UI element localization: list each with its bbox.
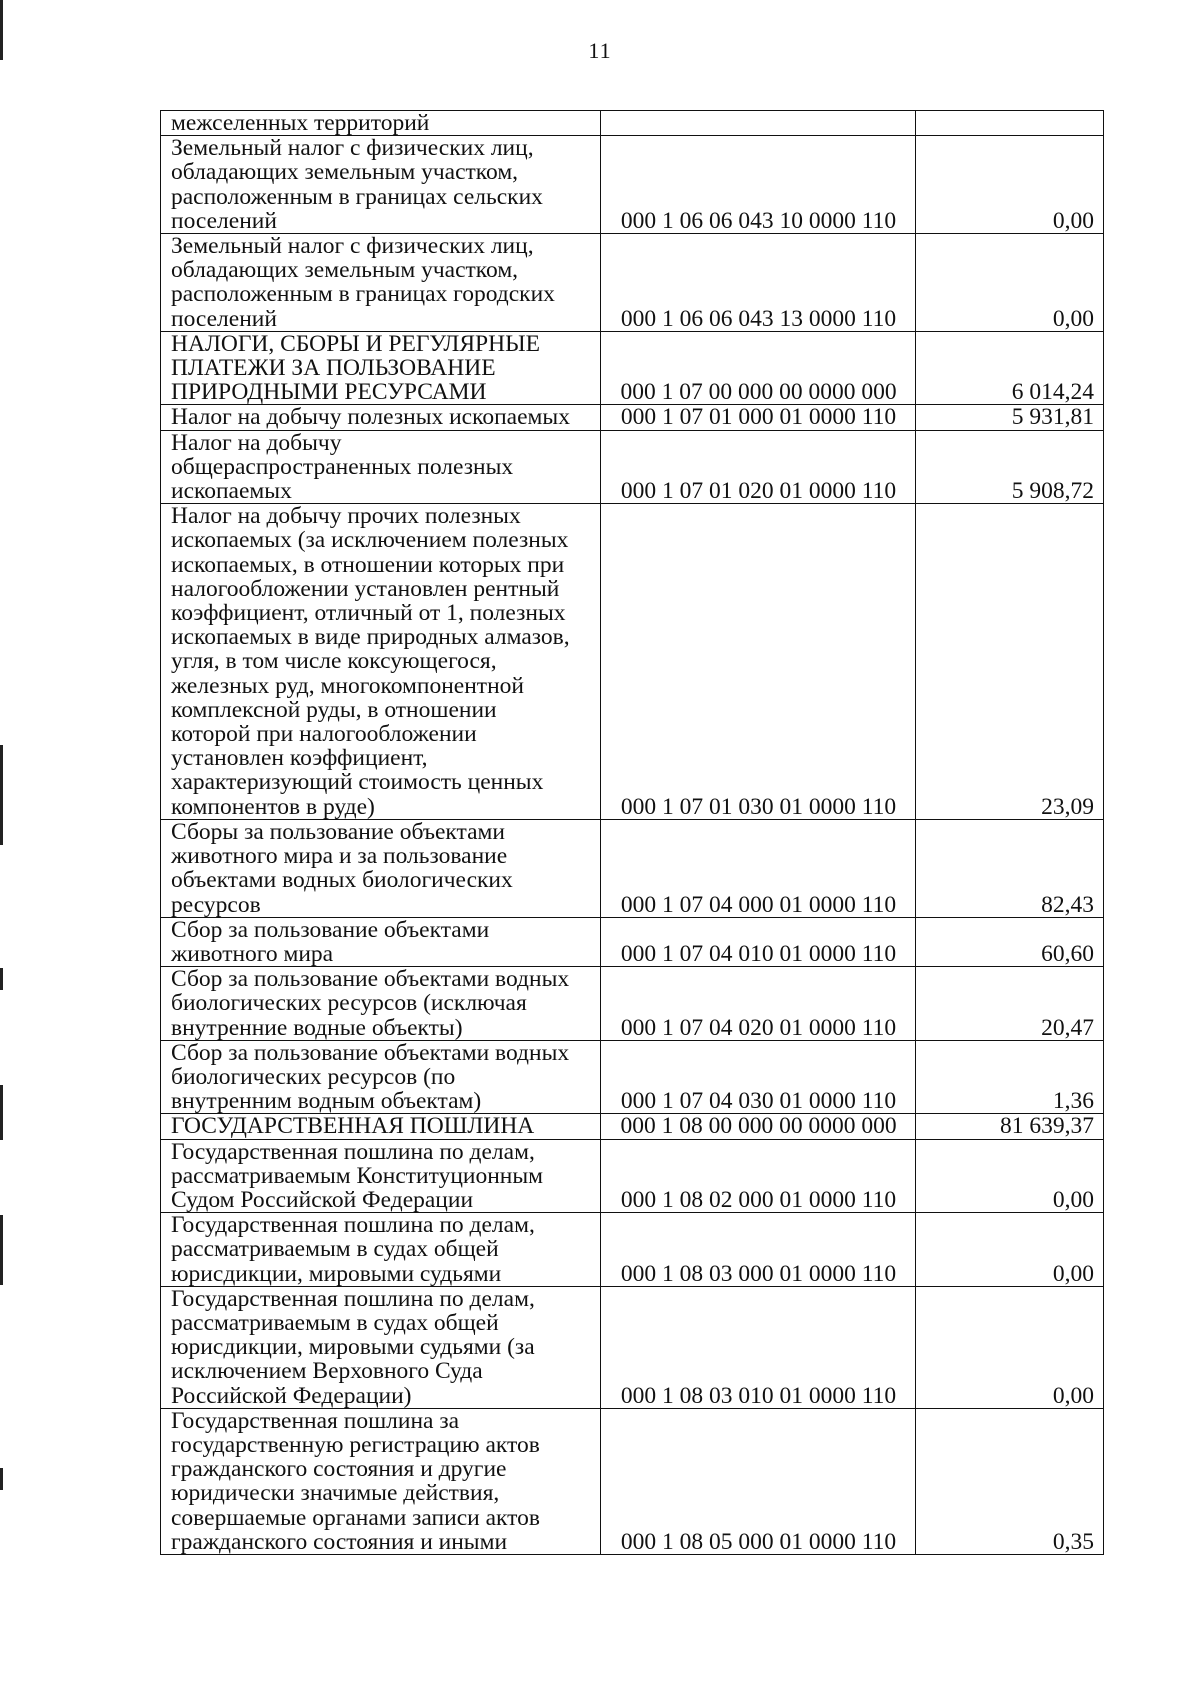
budget-code-cell: 000 1 07 04 020 01 0000 110 [601, 967, 916, 1041]
budget-code-cell [601, 111, 916, 136]
amount-cell: 1,36 [916, 1040, 1104, 1114]
revenue-name-cell: Налог на добычу полезных ископаемых [161, 405, 601, 430]
revenue-table-body [161, 111, 1104, 1555]
amount-cell [916, 111, 1104, 136]
revenue-name-cell: Налог на добычу прочих полезных ископаемых (за исключением полезных ископаемых, в отношении которых при налогообложении установлен рентный коэффициент, отличный от 1, полезных ископаемых в виде природных алмазов, угля, в том числе коксующегося, железных руд, многокомпонентной комплексной руды, в отношении которой при налогообложении установлен коэффициент, характеризующий стоимость ценных компонентов в руде) [161, 504, 601, 820]
budget-code-cell: 000 1 08 03 010 01 0000 110 [601, 1286, 916, 1408]
revenue-name-cell: Налог на добычу общераспространенных полезных ископаемых [161, 430, 601, 504]
amount-cell: 0,35 [916, 1408, 1104, 1554]
revenue-name-cell: ГОСУДАРСТВЕННАЯ ПОШЛИНА [161, 1114, 601, 1139]
scan-edge-mark [0, 1468, 3, 1490]
amount-cell: 0,00 [916, 234, 1104, 332]
table-row [161, 504, 1104, 820]
amount-cell: 6 014,24 [916, 331, 1104, 405]
revenue-table [160, 110, 1104, 1555]
budget-code-cell: 000 1 08 02 000 01 0000 110 [601, 1139, 916, 1213]
revenue-name-cell: Сбор за пользование объектами водных биологических ресурсов (по внутренним водным объектам) [161, 1040, 601, 1114]
table-row [161, 967, 1104, 1041]
table-row [161, 819, 1104, 917]
revenue-name-cell: Государственная пошлина по делам, рассматриваемым в судах общей юрисдикции, мировыми судьями [161, 1213, 601, 1287]
amount-cell: 82,43 [916, 819, 1104, 917]
page-number: 11 [588, 38, 612, 63]
revenue-name-cell: Сбор за пользование объектами животного мира [161, 917, 601, 966]
budget-code-cell: 000 1 07 01 000 01 0000 110 [601, 405, 916, 430]
amount-cell: 60,60 [916, 917, 1104, 966]
table-row [161, 430, 1104, 504]
budget-code-cell: 000 1 07 00 000 00 0000 000 [601, 331, 916, 405]
budget-code-cell: 000 1 07 01 020 01 0000 110 [601, 430, 916, 504]
amount-cell: 0,00 [916, 136, 1104, 234]
revenue-name-cell: Земельный налог с физических лиц, обладающих земельным участком, расположенным в границах городских поселений [161, 234, 601, 332]
amount-cell: 0,00 [916, 1213, 1104, 1287]
budget-code-cell: 000 1 08 00 000 00 0000 000 [601, 1114, 916, 1139]
scan-edge-mark [0, 1215, 3, 1285]
revenue-table-container [160, 110, 1103, 1555]
scan-edge-mark [0, 1085, 3, 1140]
table-row [161, 917, 1104, 966]
scan-edge-mark [0, 745, 3, 845]
budget-code-cell: 000 1 07 04 030 01 0000 110 [601, 1040, 916, 1114]
table-row [161, 1213, 1104, 1287]
table-row [161, 1114, 1104, 1139]
revenue-name-cell: Государственная пошлина по делам, рассматриваемым Конституционным Судом Российской Федерации [161, 1139, 601, 1213]
revenue-name-cell: Земельный налог с физических лиц, обладающих земельным участком, расположенным в границах сельских поселений [161, 136, 601, 234]
table-row [161, 1286, 1104, 1408]
budget-code-cell: 000 1 07 04 010 01 0000 110 [601, 917, 916, 966]
revenue-name-cell: НАЛОГИ, СБОРЫ И РЕГУЛЯРНЫЕ ПЛАТЕЖИ ЗА ПОЛЬЗОВАНИЕ ПРИРОДНЫМИ РЕСУРСАМИ [161, 331, 601, 405]
table-row [161, 405, 1104, 430]
budget-code-cell: 000 1 06 06 043 13 0000 110 [601, 234, 916, 332]
budget-code-cell: 000 1 06 06 043 10 0000 110 [601, 136, 916, 234]
amount-cell: 0,00 [916, 1139, 1104, 1213]
amount-cell: 5 931,81 [916, 405, 1104, 430]
scan-edge-mark [0, 0, 3, 60]
amount-cell: 0,00 [916, 1286, 1104, 1408]
budget-code-cell: 000 1 07 01 030 01 0000 110 [601, 504, 916, 820]
amount-cell: 81 639,37 [916, 1114, 1104, 1139]
budget-code-cell: 000 1 08 05 000 01 0000 110 [601, 1408, 916, 1554]
table-row [161, 1139, 1104, 1213]
revenue-name-cell: Сборы за пользование объектами животного мира и за пользование объектами водных биологических ресурсов [161, 819, 601, 917]
amount-cell: 23,09 [916, 504, 1104, 820]
table-row [161, 136, 1104, 234]
budget-code-cell: 000 1 08 03 000 01 0000 110 [601, 1213, 916, 1287]
table-row [161, 331, 1104, 405]
table-row [161, 1040, 1104, 1114]
revenue-name-cell: Государственная пошлина по делам, рассматриваемым в судах общей юрисдикции, мировыми судьями (за исключением Верховного Суда Российской Федерации) [161, 1286, 601, 1408]
revenue-name-cell: Сбор за пользование объектами водных биологических ресурсов (исключая внутренние водные объекты) [161, 967, 601, 1041]
revenue-name-cell: Государственная пошлина за государственную регистрацию актов гражданского состояния и другие юридически значимые действия, совершаемые органами записи актов гражданского состояния и иными [161, 1408, 601, 1554]
table-row [161, 1408, 1104, 1554]
scan-edge-mark [0, 968, 3, 990]
table-row [161, 234, 1104, 332]
amount-cell: 5 908,72 [916, 430, 1104, 504]
budget-code-cell: 000 1 07 04 000 01 0000 110 [601, 819, 916, 917]
table-row [161, 111, 1104, 136]
revenue-name-cell: межселенных территорий [161, 111, 601, 136]
amount-cell: 20,47 [916, 967, 1104, 1041]
